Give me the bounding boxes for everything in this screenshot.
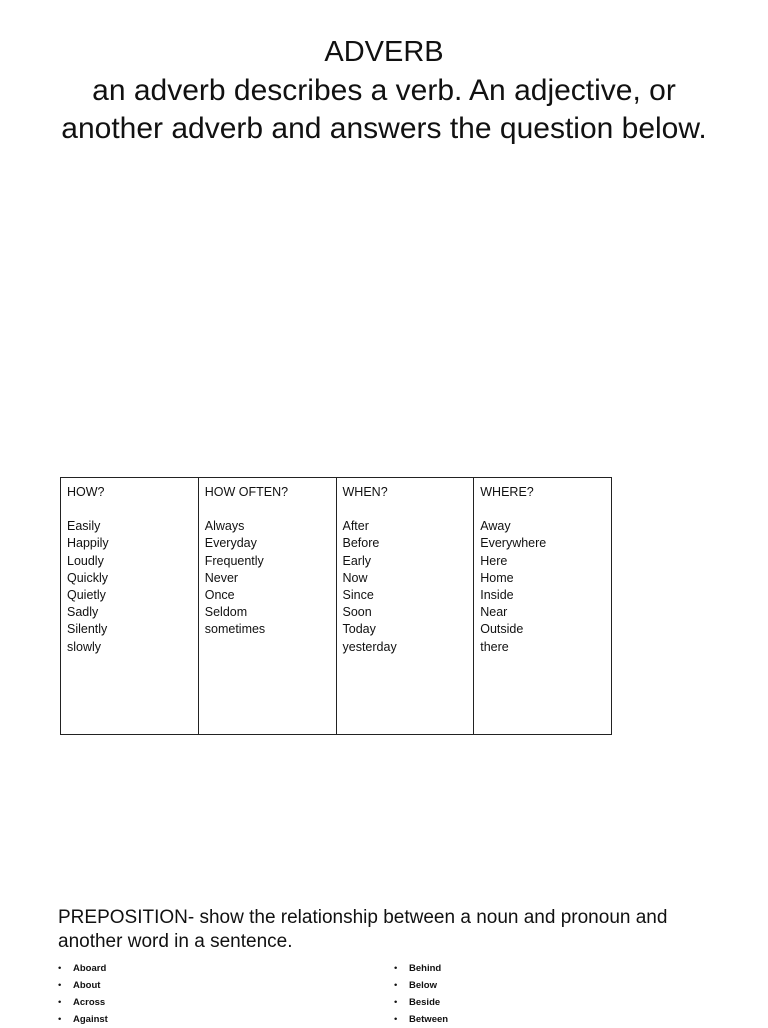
table-cell: Now xyxy=(342,570,368,585)
bullet-icon: • xyxy=(394,997,398,1008)
table-cell: Once xyxy=(204,588,235,603)
list-item xyxy=(58,977,108,994)
list-item-label: About xyxy=(73,980,101,991)
list-item xyxy=(58,994,108,1011)
table-column-how xyxy=(61,478,199,734)
table-cell: Easily xyxy=(67,519,101,534)
table-cell: sometimes xyxy=(204,622,266,637)
bullet-icon: • xyxy=(58,1014,62,1025)
table-cell: Since xyxy=(342,588,374,603)
column-header: WHEN? xyxy=(342,485,388,499)
table-cell: Loudly xyxy=(67,553,104,568)
preposition-list-left xyxy=(58,960,108,1028)
list-item-label: Across xyxy=(73,997,106,1008)
table-cell: Outside xyxy=(480,622,524,637)
bullet-icon: • xyxy=(394,1014,398,1025)
list-item-label: Behind xyxy=(409,963,442,974)
table-cell: Everyday xyxy=(204,536,257,551)
page-title: ADVERB xyxy=(324,36,444,68)
list-item xyxy=(58,1011,108,1028)
table-cell: Always xyxy=(204,519,245,534)
table-cell: Quickly xyxy=(67,570,108,585)
table-column-when xyxy=(337,478,475,734)
table-cell: Inside xyxy=(480,588,514,603)
bullet-icon: • xyxy=(394,963,398,974)
column-header: WHERE? xyxy=(480,485,534,499)
table-column-how-often xyxy=(199,478,337,734)
table-cell: Near xyxy=(480,605,508,620)
bullet-icon: • xyxy=(394,980,398,991)
list-item-label: Below xyxy=(409,980,437,991)
table-cell: Everywhere xyxy=(480,536,547,551)
adverb-definition: an adverb describes a verb. An adjective, or another adverb and answers the question below. xyxy=(61,74,707,145)
list-item-label: Against xyxy=(73,1014,108,1025)
column-header: HOW? xyxy=(67,485,105,499)
table-cell: Frequently xyxy=(204,553,264,568)
table-cell: Quietly xyxy=(67,588,106,603)
table-cell: Seldom xyxy=(204,605,248,620)
list-item xyxy=(394,1011,448,1028)
list-item-label: Between xyxy=(409,1014,449,1025)
table-cell: Home xyxy=(480,570,514,585)
table-cell: Here xyxy=(480,553,508,568)
list-item-label: Aboard xyxy=(73,963,107,974)
preposition-list-right xyxy=(394,960,448,1028)
bullet-icon: • xyxy=(58,980,62,991)
table-cell: Never xyxy=(204,570,239,585)
table-cell: Soon xyxy=(342,605,372,620)
table-cell: Today xyxy=(342,622,376,637)
adverb-table xyxy=(60,477,612,735)
list-item xyxy=(394,960,448,977)
bullet-icon: • xyxy=(58,997,62,1008)
table-cell: Silently xyxy=(67,622,108,637)
bullet-icon: • xyxy=(58,963,62,974)
table-cell: Before xyxy=(342,536,380,551)
table-cell: yesterday xyxy=(342,639,397,654)
list-item-label: Beside xyxy=(409,997,441,1008)
table-cell: there xyxy=(480,639,509,654)
table-column-where xyxy=(474,478,611,734)
list-item xyxy=(394,977,448,994)
table-cell: Away xyxy=(480,519,511,534)
list-item xyxy=(58,960,108,977)
list-item xyxy=(394,994,448,1011)
table-cell: Early xyxy=(342,553,371,568)
preposition-heading: PREPOSITION- show the relationship between a noun and pronoun and another word in a sentence. xyxy=(58,907,668,952)
table-cell: Happily xyxy=(67,536,109,551)
table-cell: Sadly xyxy=(67,605,99,620)
table-cell: slowly xyxy=(67,639,102,654)
column-header: HOW OFTEN? xyxy=(204,485,289,499)
table-cell: After xyxy=(342,519,369,534)
